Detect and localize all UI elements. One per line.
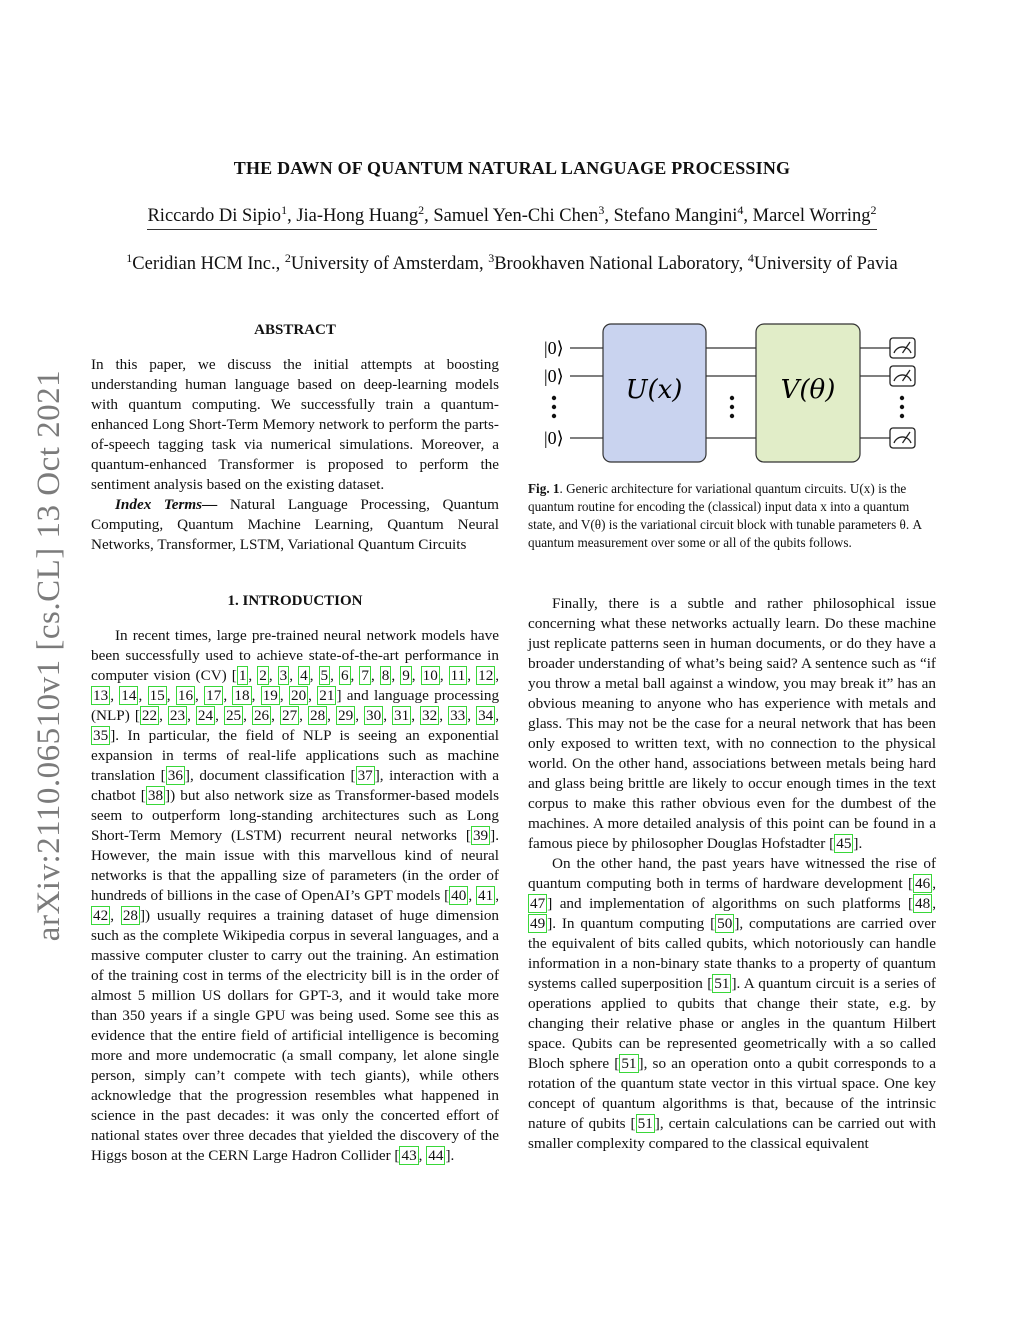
citation-link[interactable]: 34 [478, 707, 494, 724]
citation-link[interactable]: 51 [621, 1055, 637, 1072]
arxiv-identifier-stamp [30, 365, 70, 945]
citation-link[interactable]: 27 [281, 707, 298, 724]
author-list [0, 203, 1024, 230]
citation-link[interactable]: 51 [637, 1115, 653, 1132]
quantum-circuit-diagram [528, 318, 936, 468]
citation-link[interactable]: 25 [225, 707, 242, 724]
affiliation-name: Brookhaven National Laboratory [494, 254, 739, 274]
citation-link[interactable]: 13 [93, 687, 109, 704]
citation-link[interactable]: 9 [402, 667, 410, 684]
citation-link[interactable]: 14 [121, 687, 137, 704]
author-affiliation-number: 4 [737, 203, 744, 217]
citation-link[interactable]: 17 [206, 687, 222, 704]
qubit-ellipsis-middle [730, 396, 734, 418]
left-column [91, 322, 499, 1166]
gate-v-label: V(θ) [780, 375, 836, 405]
citation-link[interactable]: 20 [290, 687, 307, 704]
figure-1-circuit [528, 318, 936, 468]
measurement-meter-icon-2 [890, 366, 915, 386]
citation-link[interactable]: 38 [147, 787, 164, 804]
citation-link[interactable]: 33 [450, 707, 466, 724]
citation-link[interactable]: 45 [836, 835, 852, 852]
arxiv-id-text: arXiv:2110.06510v1 [cs.CL] 13 Oct 2021 [31, 369, 68, 941]
citation-link[interactable]: 28 [122, 907, 138, 924]
citation-link[interactable]: 10 [422, 667, 438, 684]
citation-link[interactable]: 24 [197, 707, 214, 724]
citation-link[interactable]: 51 [714, 975, 730, 992]
figure-1-caption [528, 480, 936, 552]
ket-zero-3: |0⟩ [544, 428, 564, 448]
citation-link[interactable]: 50 [717, 915, 733, 932]
citation-link[interactable]: 42 [93, 907, 109, 924]
citation-link[interactable]: 22 [141, 707, 158, 724]
citation-link[interactable]: 46 [915, 875, 931, 892]
citation-link[interactable]: 31 [394, 707, 410, 724]
author-name: Marcel Worring [752, 206, 871, 226]
affiliation-name: University of Amsterdam [290, 254, 479, 274]
citation-link[interactable]: 7 [361, 667, 369, 684]
qubit-ellipsis-right [900, 396, 904, 418]
ket-zero-1: |0⟩ [544, 338, 564, 358]
author-affiliation-number: 2 [870, 203, 877, 217]
author-affiliation-number: 2 [418, 203, 425, 217]
figure-label: Fig. 1 [528, 481, 560, 496]
author-name: Stefano Mangini [613, 206, 738, 226]
citation-link[interactable]: 15 [149, 687, 165, 704]
citation-link[interactable]: 19 [262, 687, 278, 704]
introduction-paragraph: In recent times, large pre-trained neural network models have been successfully used to achieve state-of-the-art performance in computer vision (CV) [ 1 , 2 , 3 , 4 , 5 , 6 , 7 , 8 , 9 , 10 , 11 , 12 , 13 , 14 , 15 , 16 , 17 , 18 , 19 , 20 , 21 ] and language processing (NLP) [ 22 , 23 , 24 , 25 , 26 , 27 , 28 , 29 , 30 , 31 , 32 , 33 , 34 , 35 ]. In particular, the field of NLP is seeing an exponential expansion in terms of real-life applications such as machine translation [ 36 ], document classification [ 37 ], interaction with a chatbot [ 38 ]) but also network size as Transformer-based models seem to outperform long-standing architectures such as Long Short-Term Memory (LSTM) recurrent neural networks [ 39 ]. However, the main issue with this marvellous kind of neural networks is that the appalling size of parameters (in the order of hundreds of billions in the case of OpenAI’s GPT models [ 40 , 41 , 42 , 28 ]) usually requires a training dataset of huge dimension such as the complete Wikipedia corpus in several languages, and a massive computer cluster to carry out the training. An estimation of the training cost in terms of the electricity bill is in the order of almost 5 million US dollars for GPT-3, and it would take more than 350 years if a single GPU was being used. Some see this as evidence that the entire field of artificial intelligence is becoming more and more undemocratic (a small company, let alone single person, simply can’t compete with tech giants), while others acknowledge that the progression resembles what happened in science in the past decades: it was only the concerted effort of national states over three decades that yielded the discovery of the Higgs boson at the CERN Large Hadron Collider [ 43 , 44 ]. [91, 627, 500, 1164]
citation-link[interactable]: 39 [472, 827, 489, 844]
ket-zero-2: |0⟩ [544, 366, 564, 386]
citation-link[interactable]: 35 [93, 727, 109, 744]
citation-link[interactable]: 41 [478, 887, 494, 904]
citation-link[interactable]: 8 [381, 667, 390, 684]
affiliation-number: 1 [126, 251, 133, 265]
citation-link[interactable]: 37 [357, 767, 373, 784]
affiliation-name: Ceridian HCM Inc. [132, 254, 276, 274]
citation-link[interactable]: 23 [169, 707, 186, 724]
author-names-underlined: Riccardo Di Sipio$^1$, Jia-Hong Huang$^2$, Samuel Yen-Chi Chen$^3$, Stefano Mangini$^4$, Marcel Worring$^2$ [147, 206, 876, 230]
citation-link[interactable]: 1 [238, 667, 247, 684]
introduction-heading: 1. INTRODUCTION [227, 593, 363, 609]
citation-link[interactable]: 44 [428, 1147, 444, 1164]
gate-u-label: U(x) [625, 375, 683, 405]
abstract-heading: ABSTRACT [254, 322, 336, 338]
author-name: Jia-Hong Huang [296, 206, 419, 226]
citation-link[interactable]: 18 [234, 687, 250, 704]
citation-link[interactable]: 30 [366, 707, 382, 724]
author-name: Riccardo Di Sipio [147, 206, 282, 226]
citation-link[interactable]: 16 [177, 687, 194, 704]
paper-title: THE DAWN OF QUANTUM NATURAL LANGUAGE PROCESSING [233, 158, 791, 178]
affiliation-list: $^1$Ceridian HCM Inc., $^2$University of Amsterdam, $^3$Brookhaven National Laboratory, $^4$University of Pavia [126, 251, 898, 274]
citation-link[interactable]: 12 [478, 667, 494, 684]
quantum-computing-paragraph: On the other hand, the past years have witnessed the rise of quantum computing both in terms of hardware development [ 46 , 47 ] and implementation of algorithms on such platforms [ 48 , 49 ]. In quantum computing [ 50 ], computations are carried over the equivalent of bits called qubits, which notoriously can handle information in a non-binary state thanks to a property of quantum systems called superposition [ 51 ]. A quantum circuit is a series of operations applied to qubits that change their state, e.g. by changing their relative phase or angles in the quantum Hilbert space. Qubits can be represented geometrically with a so called Bloch sphere [ 51 ], so an operation onto a qubit corresponds to a rotation of the quantum state vector in this virtual space. One key concept of quantum algorithms is that, because of the intrinsic nature of qubits [ 51 ], certain calculations can be carried out with smaller complexity compared to the classical equivalent [528, 855, 936, 1152]
author-affiliation-number: 3 [598, 203, 605, 217]
citation-link[interactable]: 5 [320, 667, 329, 684]
index-terms-text: Natural Language Processing, Quantum Computing, Quantum Machine Learning, Quantum Neural Networks, Transformer, LSTM, Variational Quantum Circuits [91, 496, 499, 553]
figure-caption-text: . Generic architecture for variational quantum circuits. U(x) is the quantum routine for encoding the (classical) input data x into a quantum state, and V(θ) is the variational circuit block with tunable parameters θ. A quantum measurement over some or all of the qubits follows. [528, 481, 922, 550]
citation-link[interactable]: 11 [450, 667, 466, 684]
citation-link[interactable]: 2 [259, 667, 267, 684]
citation-link[interactable]: 47 [530, 895, 546, 912]
author-name: Samuel Yen-Chi Chen [433, 206, 599, 226]
citation-link[interactable]: 40 [451, 887, 467, 904]
right-column [528, 318, 936, 1154]
measurement-meter-icon-1 [890, 338, 915, 358]
philosophical-issue-paragraph: Finally, there is a subtle and rather philosophical issue concerning what these networks actually learn. Do these machine just replicate patterns seen in human documents, or do they have a broader understanding of what’s being said? A sentence such as “if you throw a metal ball against a window, you may break it” has an obvious meaning to anyone who has experience with metals and glass. This may not be the case for a neural network that has been only exposed to written text, with no connection to the physical world. On the other hand, associations between metals being hard and glass being brittle are likely to occur enough times in the text corpus to make this rather obvious even for the dumbest of the machines. A more detailed analysis of this point can be found in a famous piece by philosopher Douglas Hofstadter [ 45 ]. [528, 595, 936, 852]
citation-link[interactable]: 6 [340, 667, 349, 684]
citation-link[interactable]: 48 [915, 895, 931, 912]
citation-link[interactable]: 21 [319, 687, 335, 704]
affiliation-name: University of Pavia [753, 254, 898, 274]
citation-link[interactable]: 4 [300, 667, 308, 684]
author-affiliation-number: 1 [281, 203, 288, 217]
citation-link[interactable]: 32 [422, 707, 438, 724]
citation-link[interactable]: 43 [401, 1147, 417, 1164]
citation-link[interactable]: 28 [309, 707, 326, 724]
citation-link[interactable]: 49 [530, 915, 546, 932]
measurement-meter-icon-3 [890, 428, 915, 448]
right-column-text [528, 594, 936, 1154]
citation-link[interactable]: 36 [167, 767, 183, 784]
affiliation-number: 3 [488, 251, 495, 265]
citation-link[interactable]: 3 [279, 667, 288, 684]
index-terms [91, 495, 499, 555]
citation-link[interactable]: 29 [338, 707, 354, 724]
affiliation-number: 2 [284, 251, 291, 265]
affiliation-number: 4 [747, 251, 754, 265]
abstract-text: In this paper, we discuss the initial attempts at boosting understanding human language based on deep-learning models with quantum computing. We successfully train a quantum-enhanced Long Short-Term Memory network to perform the parts-of-speech tagging task via numerical simulations. Moreover, a quantum-enhanced Transformer is proposed to perform the sentiment analysis based on the existing dataset. [91, 356, 499, 493]
citation-link[interactable]: 26 [253, 707, 270, 724]
index-terms-label: Index Terms— [115, 496, 218, 513]
measurement-meters [890, 338, 915, 448]
qubit-ellipsis-left [552, 396, 556, 418]
